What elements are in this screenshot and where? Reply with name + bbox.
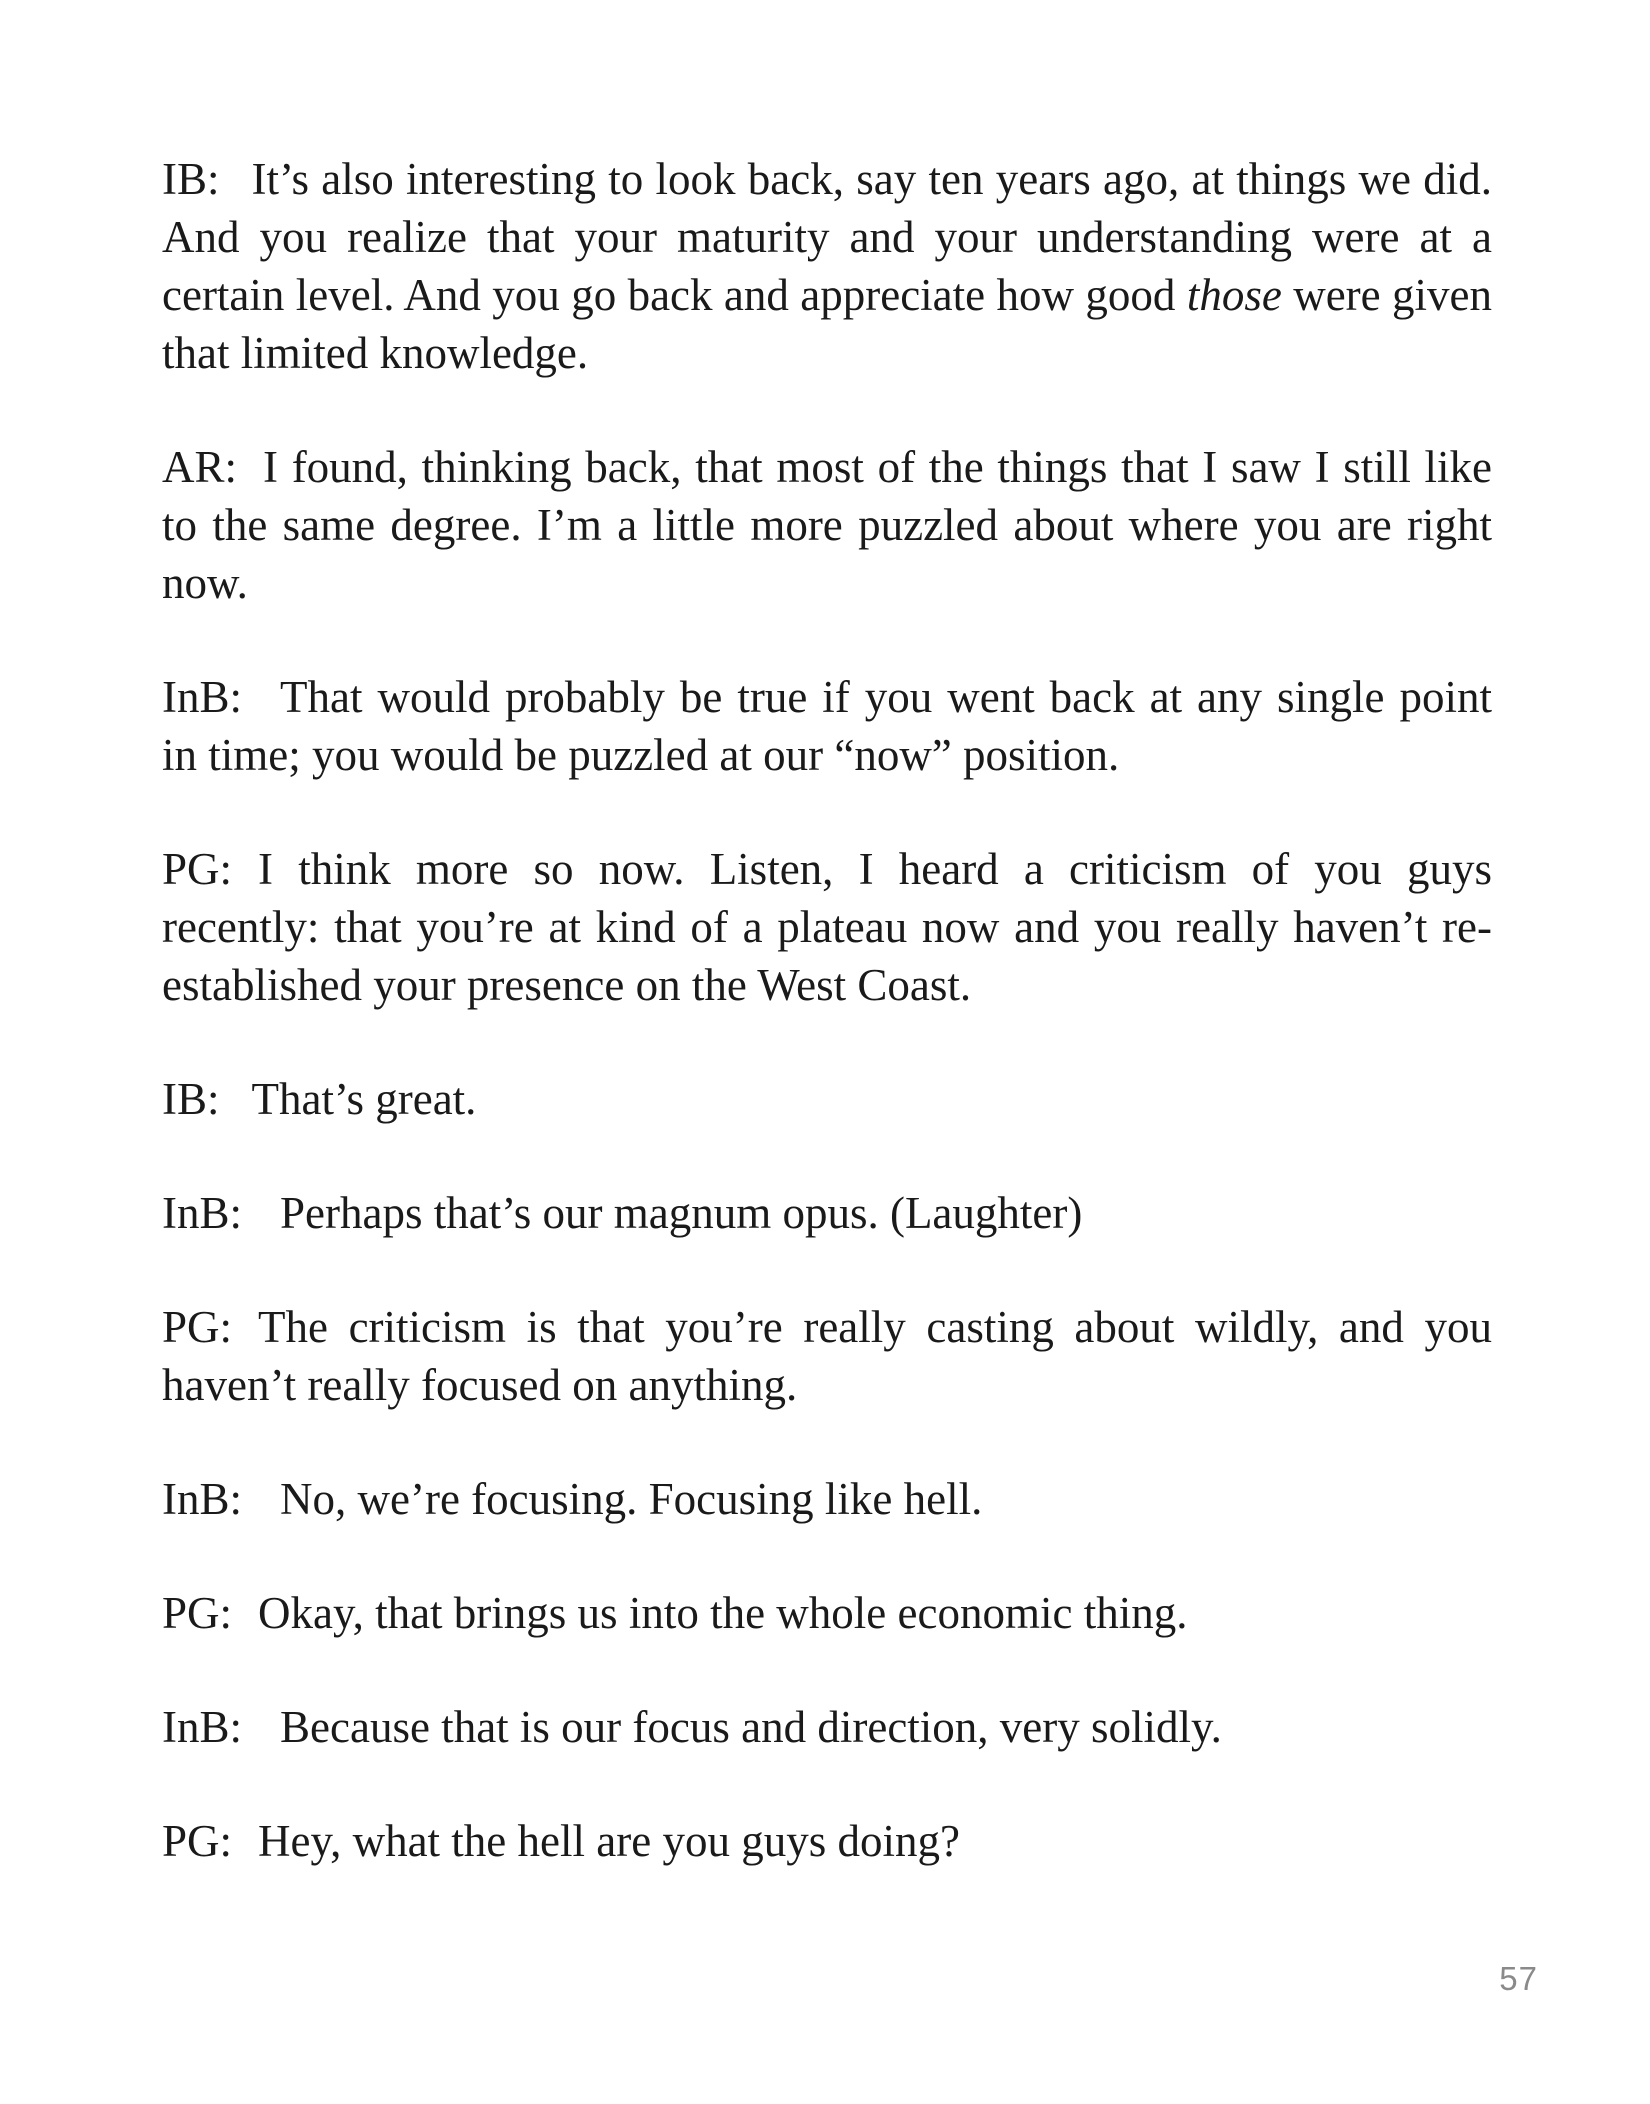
dialogue-text: The criticism is that you’re really casting about wildly, and you haven’t really focused on anything. [162, 1302, 1492, 1410]
dialogue-text: Okay, that brings us into the whole economic thing. [258, 1588, 1188, 1638]
dialogue-text: That would probably be true if you went back at any single point in time; you would be puzzled at our “now” position. [162, 672, 1492, 780]
dialogue-text: Perhaps that’s our magnum opus. (Laughter) [280, 1188, 1083, 1238]
dialogue-text: No, we’re focusing. Focusing like hell. [280, 1474, 983, 1524]
speaker-label: PG: [162, 1302, 233, 1352]
dialogue-paragraph [162, 668, 1492, 784]
speaker-label: IB: [162, 1074, 220, 1124]
dialogue-paragraph [162, 1698, 1492, 1756]
dialogue-paragraph [162, 1298, 1492, 1414]
speaker-label: PG: [162, 1816, 233, 1866]
dialogue-paragraph [162, 1070, 1492, 1128]
speaker-label: InB: [162, 1188, 243, 1238]
page-number: 57 [1499, 1960, 1538, 1997]
speaker-label: InB: [162, 1474, 243, 1524]
speaker-label: PG: [162, 844, 233, 894]
dialogue-paragraph [162, 150, 1492, 382]
dialogue-text: I found, thinking back, that most of the things that I saw I still like to the same degree. I’m a little more puzzled about where you are right now. [162, 442, 1492, 608]
dialogue-text: I think more so now. Listen, I heard a criticism of you guys recently: that you’re at kind of a plateau now and you really haven’t re-established your presence on the West Coast. [162, 844, 1492, 1010]
page-body [162, 150, 1492, 1926]
emphasized-text: those [1186, 270, 1282, 320]
dialogue-text: Hey, what the hell are you guys doing? [258, 1816, 960, 1866]
speaker-label: AR: [162, 442, 238, 492]
dialogue-paragraph [162, 1812, 1492, 1870]
speaker-label: IB: [162, 154, 220, 204]
dialogue-text: It’s also interesting to look back, say ten years ago, at things we did. And you realize that your maturity and your understanding were at a certain level. And you go back and appreciate how good [162, 154, 1492, 320]
dialogue-paragraph [162, 1584, 1492, 1642]
dialogue-text: were given that limited knowledge. [162, 270, 1492, 378]
speaker-label: PG: [162, 1588, 233, 1638]
dialogue-paragraph [162, 1470, 1492, 1528]
speaker-label: InB: [162, 1702, 243, 1752]
dialogue-text: Because that is our focus and direction, very solidly. [280, 1702, 1222, 1752]
dialogue-paragraph [162, 1184, 1492, 1242]
dialogue-paragraph [162, 840, 1492, 1014]
speaker-label: InB: [162, 672, 243, 722]
dialogue-text: That’s great. [251, 1074, 477, 1124]
dialogue-paragraph [162, 438, 1492, 612]
